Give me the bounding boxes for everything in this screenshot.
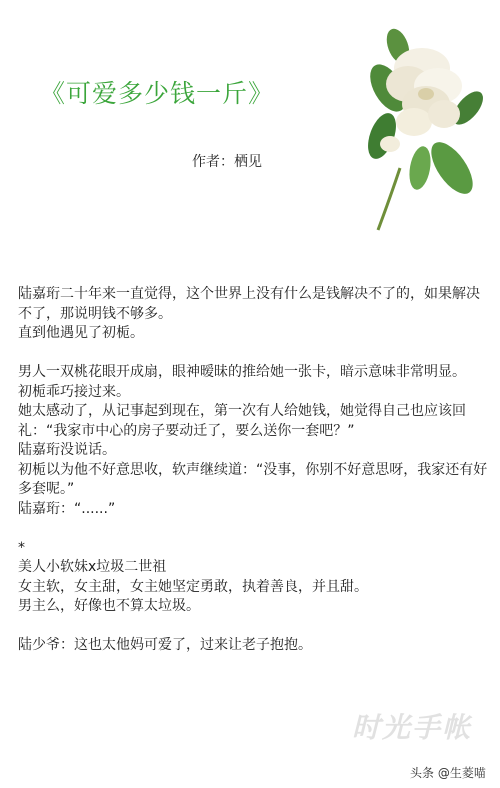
gardenia-flower-illustration bbox=[360, 18, 488, 236]
paragraph: 初栀乖巧接过来。 bbox=[18, 383, 130, 400]
paragraph: 陆嘉珩没说话。 bbox=[18, 442, 116, 458]
spacer bbox=[18, 519, 490, 539]
spacer bbox=[18, 344, 490, 364]
synopsis-text bbox=[18, 285, 490, 656]
paragraph: 美人小软妹x垃圾二世祖 bbox=[18, 559, 167, 575]
paragraph: 男人一双桃花眼开成扇，眼神暧昧的推给她一张卡，暗示意味非常明显。 bbox=[18, 364, 466, 380]
paragraph: 陆嘉珩：“......” bbox=[18, 500, 116, 517]
book-title: 《可爱多少钱一斤》 bbox=[40, 79, 275, 108]
author-line: 作者：栖见 bbox=[192, 154, 262, 170]
separator-asterisk: * bbox=[18, 539, 25, 556]
paragraph: 直到他遇见了初栀。 bbox=[18, 325, 144, 341]
paragraph: 男主么，好像也不算太垃圾。 bbox=[18, 598, 200, 614]
paragraph: 初栀以为他不好意思收，软声继续道：“没事，你别不好意思呀，我家还有好多套呢。” bbox=[18, 461, 488, 497]
spacer bbox=[18, 617, 490, 637]
watermark: 时光手帐 bbox=[352, 711, 473, 744]
paragraph: 女主软，女主甜，女主她坚定勇敢，执着善良，并且甜。 bbox=[18, 578, 368, 595]
source-credit: 头条 @生菱喵 bbox=[410, 766, 486, 780]
paragraph: 陆少爷：这也太他妈可爱了，过来让老子抱抱。 bbox=[18, 637, 312, 653]
paragraph: 她太感动了，从记事起到现在，第一次有人给她钱，她觉得自己也应该回礼：“我家市中心的房子要动迁了，要么送你一套吧？” bbox=[18, 403, 466, 439]
paragraph: 陆嘉珩二十年来一直觉得，这个世界上没有什么是钱解决不了的，如果解决不了，那说明钱不够多。 bbox=[18, 286, 480, 322]
